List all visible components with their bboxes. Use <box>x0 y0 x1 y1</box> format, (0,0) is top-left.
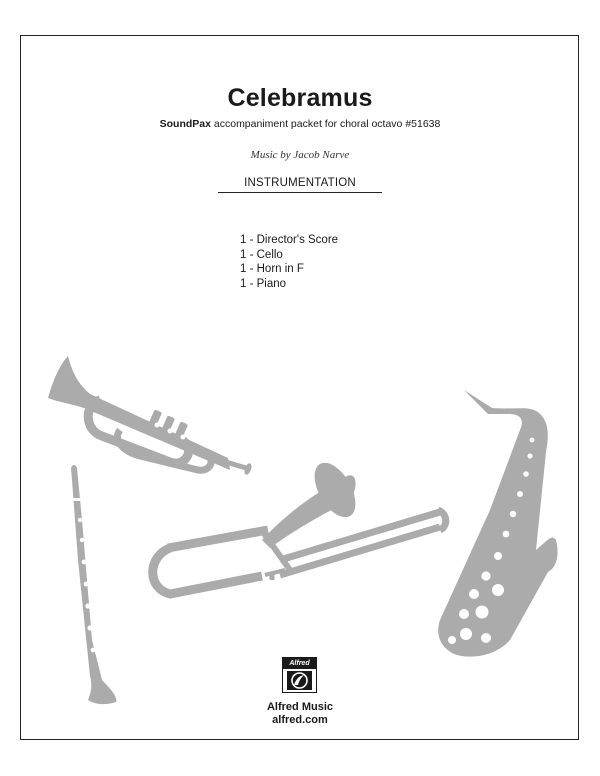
page-title: Celebramus <box>227 84 373 112</box>
subtitle-brand: SoundPax <box>159 118 211 130</box>
instrumentation-heading: INSTRUMENTATION <box>218 177 382 193</box>
publisher-info <box>0 701 600 727</box>
logo-text: Alfred <box>283 658 316 669</box>
instrumentation-item: 1 - Piano <box>240 277 287 290</box>
publisher-name: Alfred Music <box>266 701 333 713</box>
alfred-logo <box>282 657 317 693</box>
subtitle-description: accompaniment packet for choral octavo #51638 <box>210 118 441 130</box>
saxophone-icon <box>438 390 557 657</box>
composer-credit: Music by Jacob Narve <box>250 149 350 161</box>
clarinet-icon <box>71 465 116 704</box>
trumpet-icon <box>48 356 253 476</box>
instrumentation-item: 1 - Cello <box>240 248 283 261</box>
logo-mark-icon <box>287 671 312 690</box>
trombone-icon <box>153 456 446 594</box>
instrumentation-item: 1 - Horn in F <box>240 263 304 275</box>
instrumentation-item: 1 - Director's Score <box>240 234 339 246</box>
publisher-website: alfred.com <box>272 714 328 726</box>
